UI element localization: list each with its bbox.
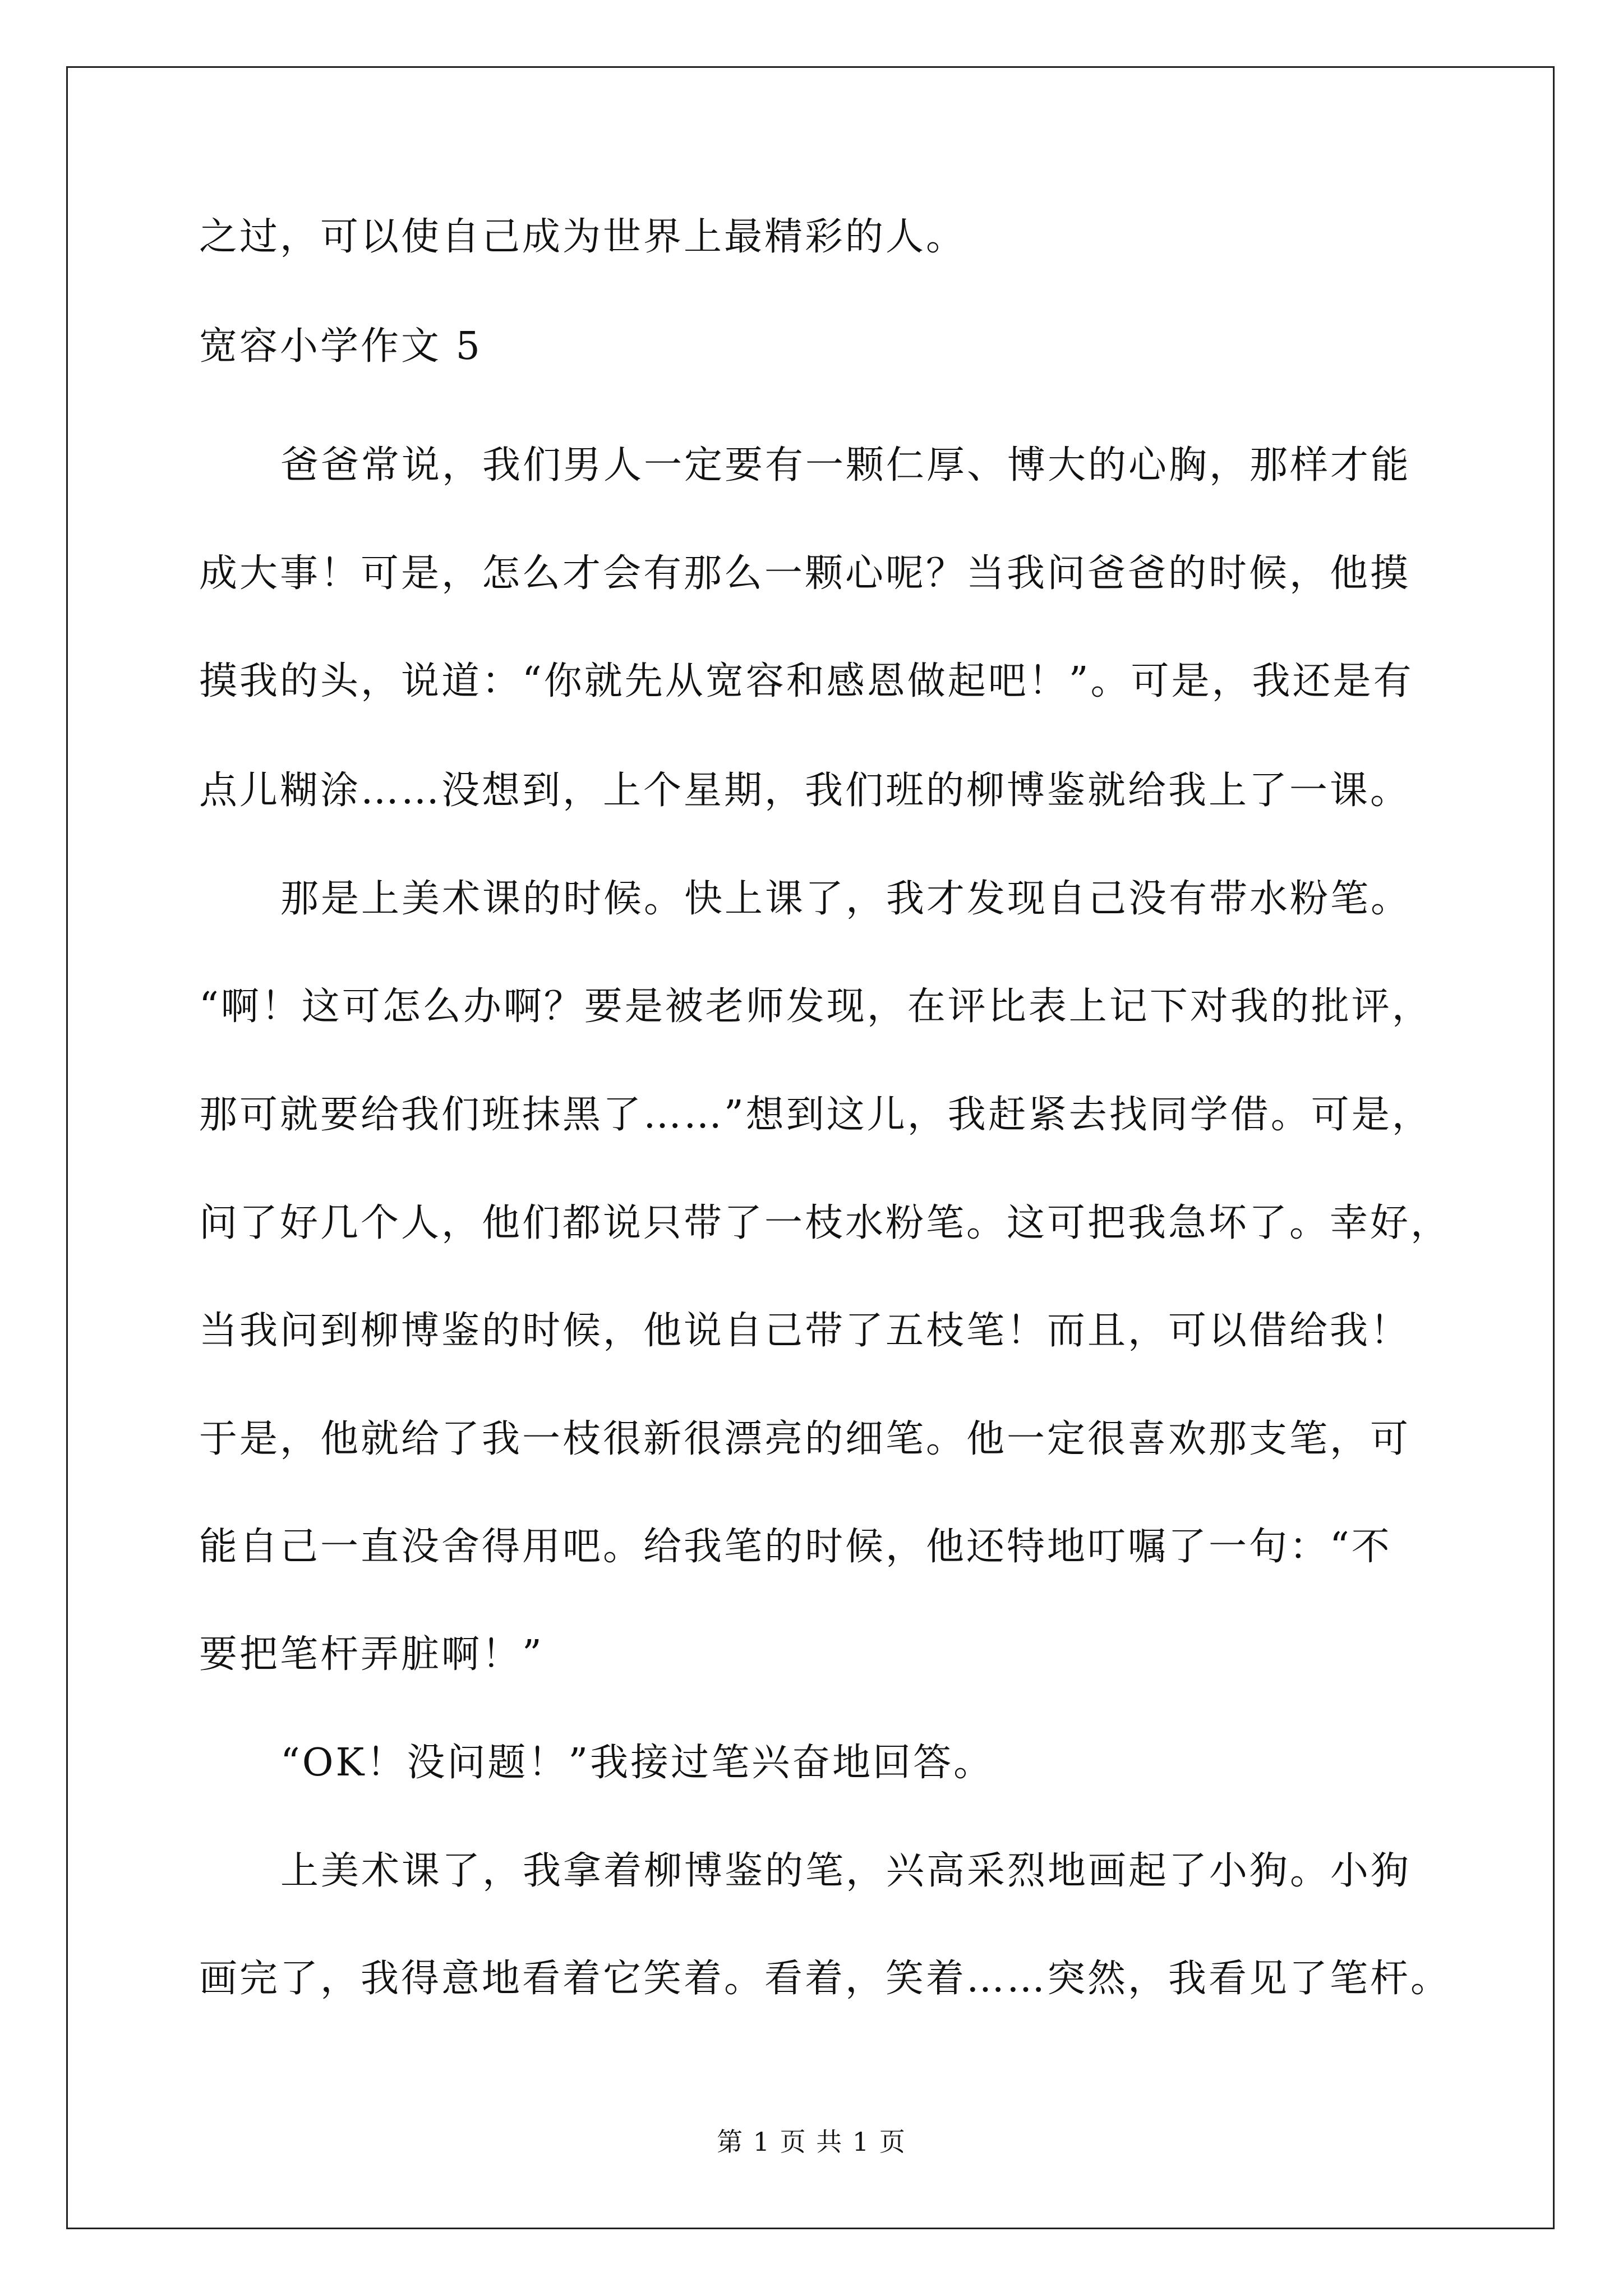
paragraph-line: 于是，他就给了我一枝很新很漂亮的细笔。他一定很喜欢那支笔，可 (199, 1417, 1411, 1461)
page-frame (66, 66, 1555, 2229)
paragraph-line: 点儿糊涂……没想到，上个星期，我们班的柳博鉴就给我上了一课。 (199, 769, 1411, 813)
paragraph-line: 要把笔杆弄脏啊！” (199, 1632, 544, 1677)
paragraph-line: 摸我的头，说道：“你就先从宽容和感恩做起吧！”。可是，我还是有 (199, 659, 1414, 703)
section-heading: 宽容小学作文 5 (199, 324, 482, 369)
paragraph-line: 上美术课了，我拿着柳博鉴的笔，兴高采烈地画起了小狗。小狗 (280, 1849, 1412, 1893)
paragraph-line: “啊！这可怎么办啊？要是被老师发现，在评比表上记下对我的批评， (199, 984, 1432, 1029)
paragraph-line: 那是上美术课的时候。快上课了，我才发现自己没有带水粉笔。 (280, 877, 1412, 921)
page-number-footer: 第 1 页 共 1 页 (717, 2127, 906, 2157)
paragraph-line: “OK！没问题！”我接过笔兴奋地回答。 (280, 1741, 994, 1785)
paragraph-line: 爸爸常说，我们男人一定要有一颗仁厚、博大的心胸，那样才能 (280, 443, 1412, 487)
paragraph-line: 问了好几个人，他们都说只带了一枝水粉笔。这可把我急坏了。幸好， (199, 1201, 1451, 1245)
paragraph-line: 成大事！可是，怎么才会有那么一颗心呢？当我问爸爸的时候，他摸 (199, 551, 1411, 596)
paragraph-line: 那可就要给我们班抹黑了……”想到这儿，我赶紧去找同学借。可是， (199, 1093, 1432, 1137)
paragraph-line: 能自己一直没舍得用吧。给我笔的时候，他还特地叮嘱了一句：“不 (199, 1525, 1392, 1569)
paragraph-line: 画完了，我得意地看着它笑着。看着，笑着……突然，我看见了笔杆。 (199, 1957, 1451, 2001)
text-line: 之过，可以使自己成为世界上最精彩的人。 (199, 215, 967, 259)
paragraph-line: 当我问到柳博鉴的时候，他说自己带了五枝笔！而且，可以借给我！ (199, 1309, 1411, 1353)
